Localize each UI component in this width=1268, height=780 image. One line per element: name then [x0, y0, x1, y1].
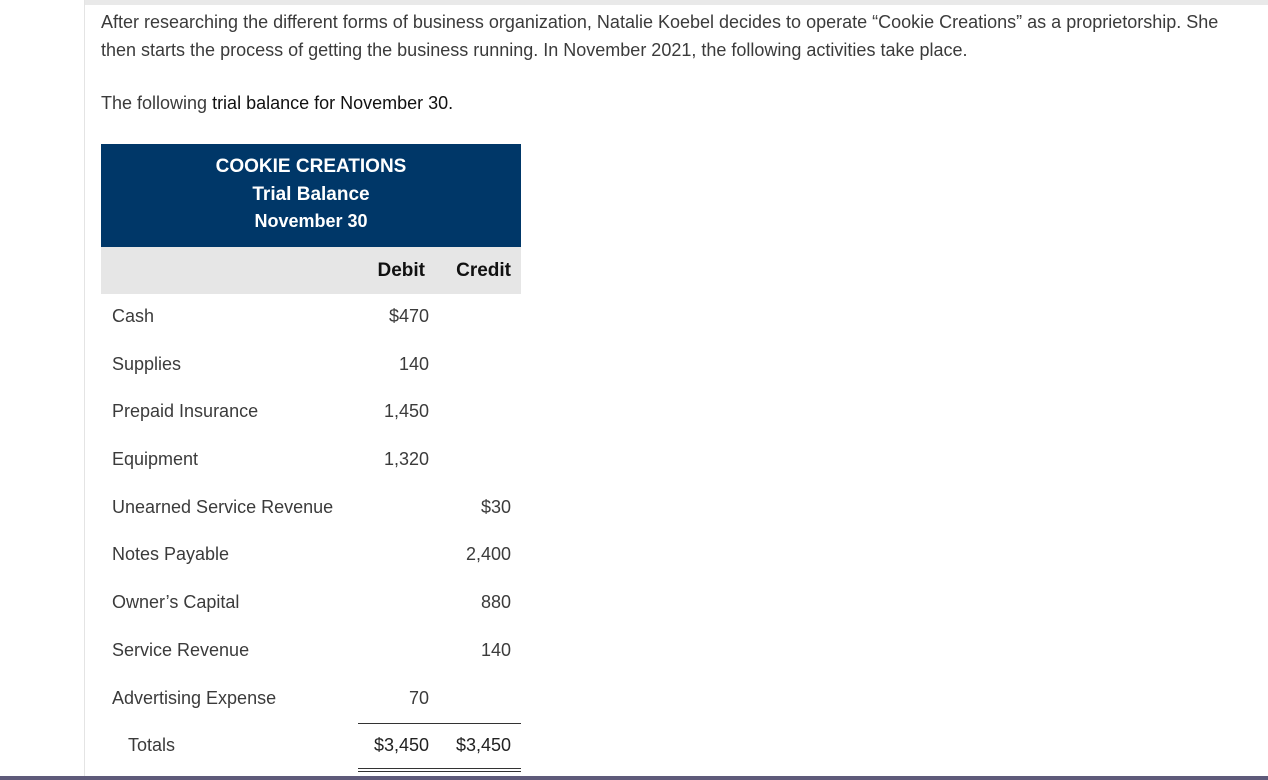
debit-amount: 140 — [398, 353, 429, 374]
totals-top-rule — [358, 723, 521, 724]
table-row — [101, 532, 521, 580]
table-row — [101, 437, 521, 485]
debit-amount: $470 — [388, 306, 429, 326]
table-row — [101, 294, 521, 342]
statement-date-text: November 30 — [254, 211, 368, 231]
account-name: Notes Payable — [112, 544, 230, 565]
total-credit-amount: $3,450 — [455, 735, 511, 756]
bottom-border-bar — [0, 776, 1268, 780]
account-name: Owner’s Capital — [112, 592, 240, 613]
top-divider — [84, 0, 1268, 5]
credit-column-header: Credit — [456, 260, 511, 281]
account-name: Advertising Expense — [112, 687, 277, 708]
account-name: Service Revenue — [112, 639, 250, 660]
total-debit-amount: $3,450 — [373, 735, 429, 756]
table-row — [101, 342, 521, 390]
credit-amount: 880 — [480, 592, 511, 613]
statement-date — [0, 211, 631, 232]
debit-amount: 70 — [408, 687, 429, 708]
account-name: Equipment — [112, 449, 199, 470]
debit-amount: 1,320 — [383, 449, 429, 470]
totals-double-rule — [358, 768, 521, 772]
credit-amount: 140 — [480, 639, 511, 660]
totals-label: Totals — [128, 735, 176, 756]
company-name: COOKIE CREATIONS — [215, 156, 407, 177]
subline-emphasis: trial balance for November 30. — [212, 93, 454, 113]
table-row — [101, 628, 521, 676]
left-divider — [84, 0, 85, 776]
totals-row — [101, 723, 521, 771]
intro-paragraph: After researching the different forms of business organization, Natalie Koebel decides to operate “Cookie Creations” as a proprietorship. She then starts the process of getting the business running. In November 2021, the following activities take place. — [101, 12, 1219, 60]
table-row — [101, 580, 521, 628]
debit-column-header: Debit — [377, 260, 425, 281]
account-name: Unearned Service Revenue — [112, 496, 334, 517]
subline-prefix: The following — [101, 93, 213, 113]
account-name: Supplies — [112, 353, 182, 374]
credit-amount: $30 — [480, 496, 511, 517]
column-header-row — [101, 247, 521, 294]
table-row — [101, 485, 521, 533]
credit-amount: 2,400 — [465, 544, 511, 565]
trial-balance-intro — [101, 89, 453, 117]
account-name: Prepaid Insurance — [112, 401, 259, 422]
table-row — [101, 389, 521, 437]
statement-title: Trial Balance — [252, 184, 370, 205]
table-title-block — [101, 144, 521, 247]
trial-balance-table — [101, 144, 521, 771]
table-row — [101, 676, 521, 724]
account-name: Cash — [112, 306, 155, 326]
debit-amount: 1,450 — [383, 401, 429, 422]
